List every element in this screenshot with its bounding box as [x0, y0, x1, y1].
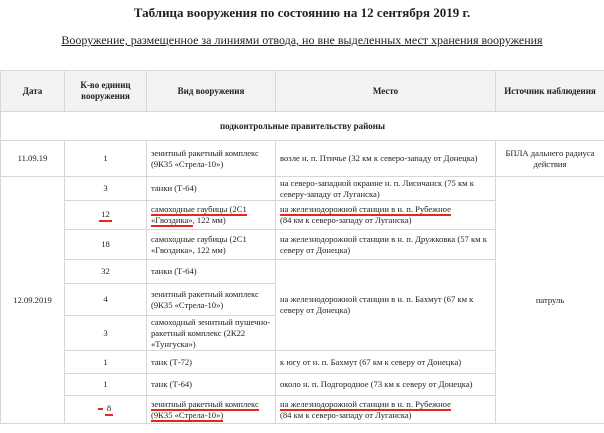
cell-type: танки (Т-64) — [147, 177, 276, 201]
place-highlight: на железнодорожной станции в н. п. Рубежное — [280, 398, 451, 409]
cell-type: самоходный зенитный пушечно-ракетный комплекс (2К22 «Тунгуска») — [147, 316, 276, 351]
cell-type: танк (Т-64) — [147, 374, 276, 396]
type-highlight-b: (9К35 «Стрела-10») — [151, 409, 224, 420]
page-title: Таблица вооружения по состоянию на 12 сентября 2019 г. — [133, 5, 471, 20]
count-highlight: 12 — [99, 209, 112, 222]
cell-count: 1 — [65, 374, 147, 396]
cell-count: 1 — [65, 141, 147, 177]
count-highlight: 8 — [105, 403, 113, 416]
cell-type: зенитный ракетный комплекс (9К35 «Стрела-10») — [147, 284, 276, 316]
cell-place: на северо-западной окраине н. п. Лисичанск (75 км к северу-западу от Луганска) — [276, 177, 496, 201]
place-highlight: на железнодорожной станции в н. п. Рубежное — [280, 204, 451, 214]
cell-place — [276, 201, 496, 230]
section-row — [1, 112, 604, 141]
col-header-source: Источник наблюдения — [496, 71, 604, 112]
cell-count: 1 — [65, 351, 147, 374]
table-row — [1, 177, 604, 201]
cell-source: патруль — [496, 177, 604, 424]
cell-type: танки (Т-64) — [147, 260, 276, 284]
page-subtitle: Вооружение, размещенное за линиями отвода, но вне выделенных мест хранения вооружения — [61, 33, 543, 47]
place-rest: (84 км к северо-западу от Луганска) — [280, 215, 412, 225]
cell-type: зенитный ракетный комплекс (9К35 «Стрела-10») — [147, 141, 276, 177]
cell-date: 12.09.2019 — [1, 177, 65, 424]
cell-place — [276, 396, 496, 424]
type-highlight-b: «Гвоздика» — [151, 215, 193, 225]
cell-count: 4 — [65, 284, 147, 316]
col-header-date: Дата — [1, 71, 65, 112]
cell-count — [65, 396, 147, 424]
cell-place: к югу от н. п. Бахмут (67 км к северу от Донецка) — [276, 351, 496, 374]
cell-count: 3 — [65, 177, 147, 201]
cell-count: 3 — [65, 316, 147, 351]
col-header-type: Вид вооружения — [147, 71, 276, 112]
place-rest: (84 км к северо-западу от Луганска) — [280, 409, 412, 420]
cell-count: 32 — [65, 260, 147, 284]
cell-type — [147, 396, 276, 424]
cell-type: самоходные гаубицы (2С1 «Гвоздика», 122 мм) — [147, 230, 276, 260]
cell-place: на железнодорожной станции в н. п. Бахмут (67 км к северу от Донецка) — [276, 260, 496, 351]
table-header-row — [1, 71, 604, 112]
cell-count: 18 — [65, 230, 147, 260]
cell-place: около н. п. Подгородное (73 км к северу от Донецка) — [276, 374, 496, 396]
cell-place: на железнодорожной станции в н. п. Дружковка (57 км к северу от Донецка) — [276, 230, 496, 260]
type-highlight-a: самоходные гаубицы (2С1 — [151, 204, 247, 214]
cell-source: БПЛА дальнего радиуса действия — [496, 141, 604, 177]
col-header-place: Место — [276, 71, 496, 112]
cell-count — [65, 201, 147, 230]
cell-place: возле н. п. Птичье (32 км к северо-западу от Донецка) — [276, 141, 496, 177]
weapons-table — [0, 70, 604, 424]
cell-type — [147, 201, 276, 230]
type-highlight-a: зенитный ракетный комплекс — [151, 398, 259, 409]
cell-type: танк (Т-72) — [147, 351, 276, 374]
red-dash-mark — [98, 408, 103, 410]
col-header-count: К-во единиц вооружения — [65, 71, 147, 112]
type-rest: , 122 мм) — [192, 215, 226, 225]
cell-date: 11.09.19 — [1, 141, 65, 177]
section-label: подконтрольные правительству районы — [1, 112, 604, 141]
table-row — [1, 141, 604, 177]
